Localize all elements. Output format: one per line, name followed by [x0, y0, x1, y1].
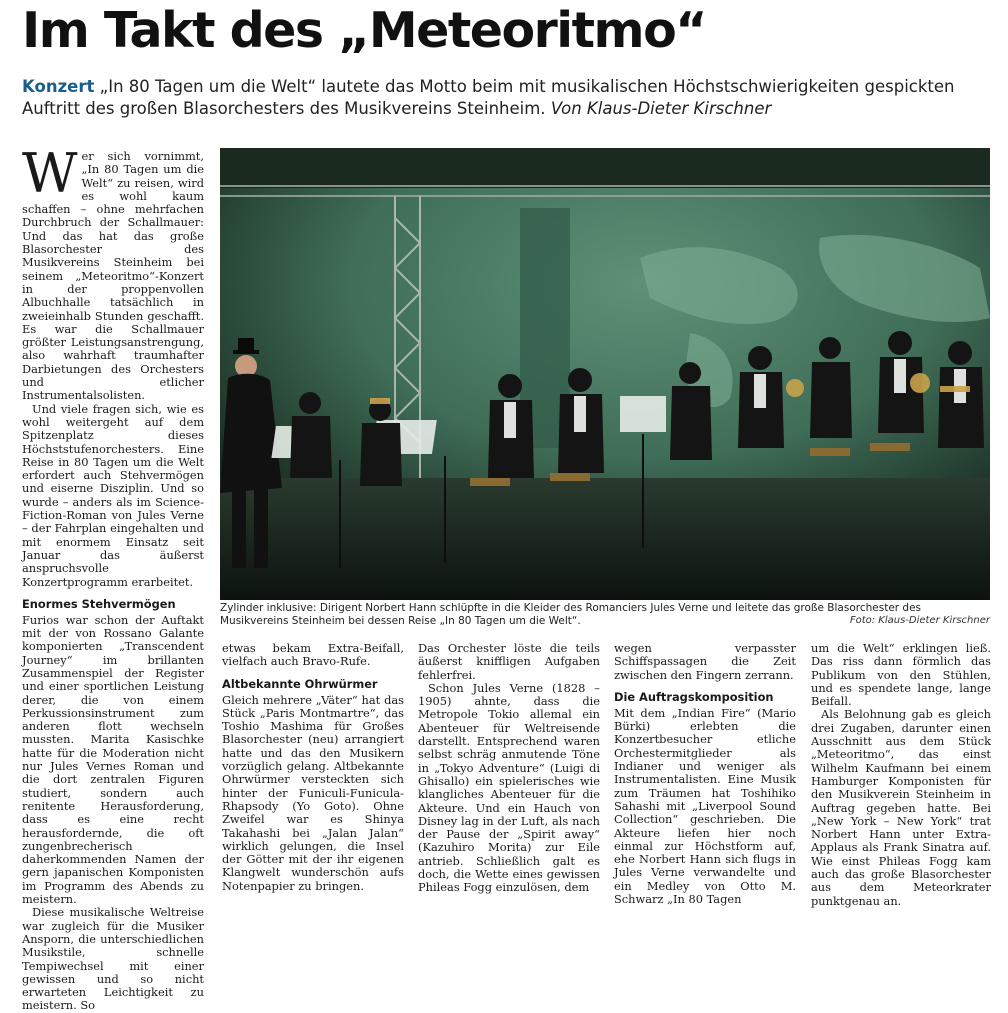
- subheading: Die Auftragskomposition: [614, 689, 774, 704]
- subheading: Enormes Stehvermögen: [22, 596, 176, 611]
- teaser: [22, 76, 990, 120]
- article-paragraph: Diese musikalische Weltreise war zugleich für die Musiker Ansporn, die unterschiedlichen Musikstile, schnelle Tempiwechsel mit einer gewissen und so nicht erwarteten Leichtigkeit zu meistern. So: [22, 905, 204, 1013]
- photo-caption: Zylinder inklusive: Dirigent Norbert Hann schlüpfte in die Kleider des Romanciers Jules Verne und leitete das große Blasorchester des Musikvereins Steinheim bei dessen Reise „In 80 Tagen um die Welt“.: [220, 602, 922, 627]
- article-column-3: [418, 641, 600, 895]
- article-paragraph: etwas bekam Extra-Beifall, vielfach auch Bravo-Rufe.: [222, 641, 404, 669]
- drop-cap: W: [22, 142, 78, 205]
- article-paragraph: um die Welt“ erklingen ließ. Das riss dann förmlich das Publikum von den Stühlen, und es spendete lange, lange Beifall.: [811, 641, 991, 709]
- subheading: Altbekannte Ohrwürmer: [222, 676, 378, 691]
- teaser-author: Von Klaus-Dieter Kirschner: [550, 99, 772, 118]
- teaser-kicker: Konzert: [22, 77, 95, 96]
- article-paragraph: Und viele fragen sich, wie es wohl weitergeht auf dem Spitzenplatz dieses Höchststufenorchesters. Eine Reise in 80 Tagen um die Welt erfordert auch Stehvermögen und eiserne Disziplin. Und so wurde – anders als im Science-Fiction-Roman von Jules Verne – der Fahrplan eingehalten und mit enormem Einsatz seit Januar das äußerst anspruchsvolle Konzertprogramm erarbeitet.: [22, 401, 204, 589]
- article-column-4: [614, 641, 796, 907]
- article-paragraph: Gleich mehrere „Väter“ hat das Stück „Paris Montmartre“, das Toshio Mashima für Großes Blasorchester (neu) arrangiert hatte und das den Musikern vorzüglich gelang. Altbekannte Ohrwürmer versteckten sich hinter der Funiculi-Funicula-Rhapsody (Yo Goto). Ohne Zweifel war es Shinya Takahashi bei „Jalan Jalan“ wirklich gelungen, die Insel der Götter mit der ihr eigenen Klangwelt wunderschön aufs Notenpapier zu bringen.: [222, 692, 404, 893]
- article-column-2: [222, 641, 404, 893]
- article-paragraph: wegen verpasster Schiffspassagen die Zeit zwischen den Fingern zerrann.: [614, 641, 796, 682]
- article-column-5: [811, 641, 991, 908]
- article-paragraph: Wer sich vornimmt, „In 80 Tagen um die Welt“ zu reisen, wird es wohl kaum schaffen – ohne mehrfachen Durchbruch der Schallmauer: Und das hat das große Blasorchester des Musikvereins Steinheim bei seinem „Meteoritmo“-Konzert in der proppenvollen Albuchhalle tatsächlich in zweieinhalb Stunden geschafft. Es war die Schallmauer größter Leistungsanstrengung, also wahrhaft traumhafter Darbietungen des Orchesters und etlicher Instrumentalsolisten.: [22, 142, 204, 403]
- photo-credit: Foto: Klaus-Dieter Kirschner: [849, 615, 990, 626]
- article-paragraph: Furios war schon der Auftakt mit der von Rossano Galante komponierten „Transcendent Journey“ im brillanten Zusammenspiel der Register und einer sportlichen Leistung derer, die von einem Perkussionsinstrument zum anderen flott wechseln mussten. Marita Kasischke hatte für die Moderation nicht nur Jules Vernes Roman und die dort zentralen Figuren studiert, sondern auch renitente Herausforderung, dass es eine recht herausfordernde, die oft zungenbrecherisch daherkommenden Namen der gern japanischen Komponisten im Programm des Abends zu meistern.: [22, 612, 204, 907]
- article-paragraph: Schon Jules Verne (1828 – 1905) ahnte, dass die Metropole Tokio allemal ein Abenteuer für Weltreisende darstellt. Entsprechend waren selbst schräg anmutende Töne in „Tokyo Adventure“ (Luigi di Ghisallo) ein spielerisches wie klangliches Abenteuer für die Akteure. Und ein Hauch von Disney lag in der Luft, als nach der Pause der „Spirit away“ (Kazuhiro Morita) zur Eile antrieb. Schließlich galt es doch, die Wette eines gewissen Phileas Fogg einzulösen, dem: [418, 680, 600, 895]
- article-paragraph: Als Belohnung gab es gleich drei Zugaben, darunter einen Ausschnitt aus dem Stück „Meteoritmo“, das einst Wilhelm Kaufmann bei einem Hamburger Komponisten für den Musikverein Steinheim in Auftrag gegeben hatte. Bei „New York – New York“ trat Norbert Hann unter Extra-Applaus als Frank Sinatra auf. Wie einst Phileas Fogg kam auch das große Blasorchester aus dem Meteorkrater punktgenau an.: [811, 707, 991, 908]
- headline: Im Takt des „Meteoritmo“: [22, 2, 706, 59]
- teaser-text: „In 80 Tagen um die Welt“ lautete das Motto beim mit musikalischen Höchstschwierigkeiten gespickten Auftritt des großen Blasorchesters des Musikvereins Steinheim.: [22, 77, 955, 118]
- article-paragraph: Das Orchester löste die teils äußerst kniffligen Aufgaben fehlerfrei.: [418, 641, 600, 682]
- orchestra-photo-illustration: [220, 148, 990, 600]
- concert-photo: [220, 148, 990, 600]
- article-column-1: [22, 142, 204, 1013]
- article-paragraph: Mit dem „Indian Fire“ (Mario Bürki) erlebten die Konzertbesucher etliche Orchestermitglieder als Indianer und weniger als Instrumentalisten. Eine Musik zum Träumen hat Toshihiko Sahashi mit „Liverpool Sound Collection“ geschrieben. Die Akteure liefen hier noch einmal zur Höchstform auf, ehe Norbert Hann sich flugs in Jules Verne verwandelte und ein Medley von Otto M. Schwarz „In 80 Tagen: [614, 705, 796, 907]
